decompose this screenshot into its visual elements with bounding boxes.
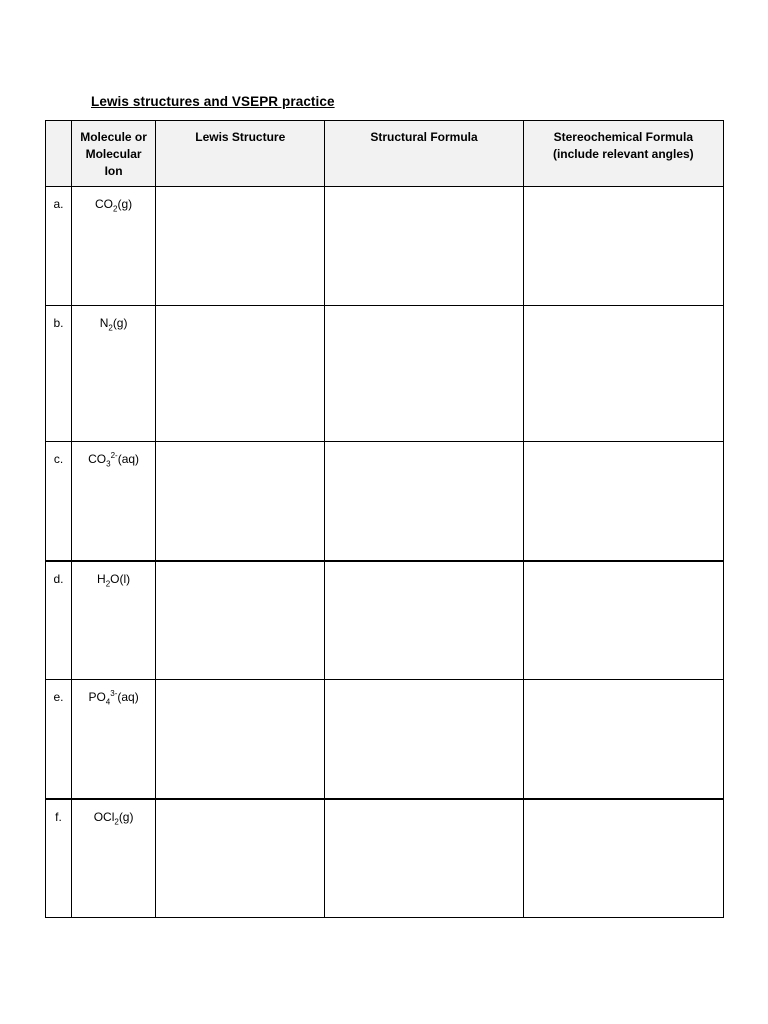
header-stereo-line2: (include relevant angles) xyxy=(552,147,694,161)
table-row xyxy=(46,799,724,918)
formula-subscript: 2 xyxy=(113,204,118,214)
header-molecule-line1: Molecule or xyxy=(80,130,147,144)
row-letter: c. xyxy=(46,442,72,561)
formula-base: PO xyxy=(88,690,106,704)
table-row xyxy=(46,561,724,680)
lewis-structure-cell[interactable] xyxy=(156,306,325,442)
stereochemical-formula-cell[interactable] xyxy=(523,561,723,680)
header-stereo-line1: Stereochemical Formula xyxy=(553,130,694,144)
table-row xyxy=(46,187,724,306)
formula-state: (aq) xyxy=(117,452,140,466)
formula-charge: 3- xyxy=(110,689,118,698)
molecule-formula xyxy=(72,187,156,306)
header-lewis-structure: Lewis Structure xyxy=(156,121,325,187)
row-letter: b. xyxy=(46,306,72,442)
formula-state: (aq) xyxy=(117,690,139,704)
formula-state: (g) xyxy=(117,197,133,211)
header-structural-formula: Structural Formula xyxy=(325,121,523,187)
table-row xyxy=(46,306,724,442)
row-letter: a. xyxy=(46,187,72,306)
formula-base: N xyxy=(99,316,109,330)
row-letter: f. xyxy=(46,799,72,918)
formula-subscript: 3 xyxy=(106,459,111,469)
structural-formula-cell[interactable] xyxy=(325,442,523,561)
formula-base: CO xyxy=(88,452,107,466)
formula-base: H xyxy=(97,571,106,586)
lewis-structure-cell[interactable] xyxy=(156,561,325,680)
structural-formula-cell[interactable] xyxy=(325,561,523,680)
header-molecule xyxy=(72,121,156,187)
formula-subscript: 2 xyxy=(114,816,119,826)
structural-formula-cell[interactable] xyxy=(325,187,523,306)
molecule-formula xyxy=(72,799,156,918)
structural-formula-cell[interactable] xyxy=(325,680,523,799)
formula-subscript: 4 xyxy=(105,697,111,707)
lewis-structure-cell[interactable] xyxy=(156,187,325,306)
header-molecule-line3: Ion xyxy=(104,164,123,178)
stereochemical-formula-cell[interactable] xyxy=(523,680,723,799)
formula-base: OCl xyxy=(93,809,115,824)
formula-base: CO xyxy=(95,197,114,211)
formula-state: O(l) xyxy=(110,571,131,586)
structural-formula-cell[interactable] xyxy=(325,799,523,918)
stereochemical-formula-cell[interactable] xyxy=(523,187,723,306)
formula-state: (g) xyxy=(118,809,134,824)
table-row xyxy=(46,680,724,799)
row-letter: e. xyxy=(46,680,72,799)
header-row xyxy=(46,121,724,187)
lewis-structure-cell[interactable] xyxy=(156,680,325,799)
table-row xyxy=(46,442,724,561)
molecule-formula xyxy=(72,442,156,561)
stereochemical-formula-cell[interactable] xyxy=(523,306,723,442)
molecule-formula xyxy=(72,561,156,680)
formula-subscript: 2 xyxy=(108,323,113,333)
header-letter xyxy=(46,121,72,187)
worksheet-title: Lewis structures and VSEPR practice xyxy=(91,94,335,109)
molecule-formula xyxy=(72,306,156,442)
formula-charge: 2- xyxy=(110,451,118,460)
header-stereochemical-formula xyxy=(523,121,723,187)
stereochemical-formula-cell[interactable] xyxy=(523,442,723,561)
structural-formula-cell[interactable] xyxy=(325,306,523,442)
lewis-structure-cell[interactable] xyxy=(156,442,325,561)
row-letter: d. xyxy=(46,561,72,680)
stereochemical-formula-cell[interactable] xyxy=(523,799,723,918)
molecule-formula xyxy=(72,680,156,799)
practice-table xyxy=(45,120,724,918)
formula-subscript: 2 xyxy=(105,578,111,588)
lewis-structure-cell[interactable] xyxy=(156,799,325,918)
header-molecule-line2: Molecular xyxy=(85,147,142,161)
formula-state: (g) xyxy=(112,316,128,330)
